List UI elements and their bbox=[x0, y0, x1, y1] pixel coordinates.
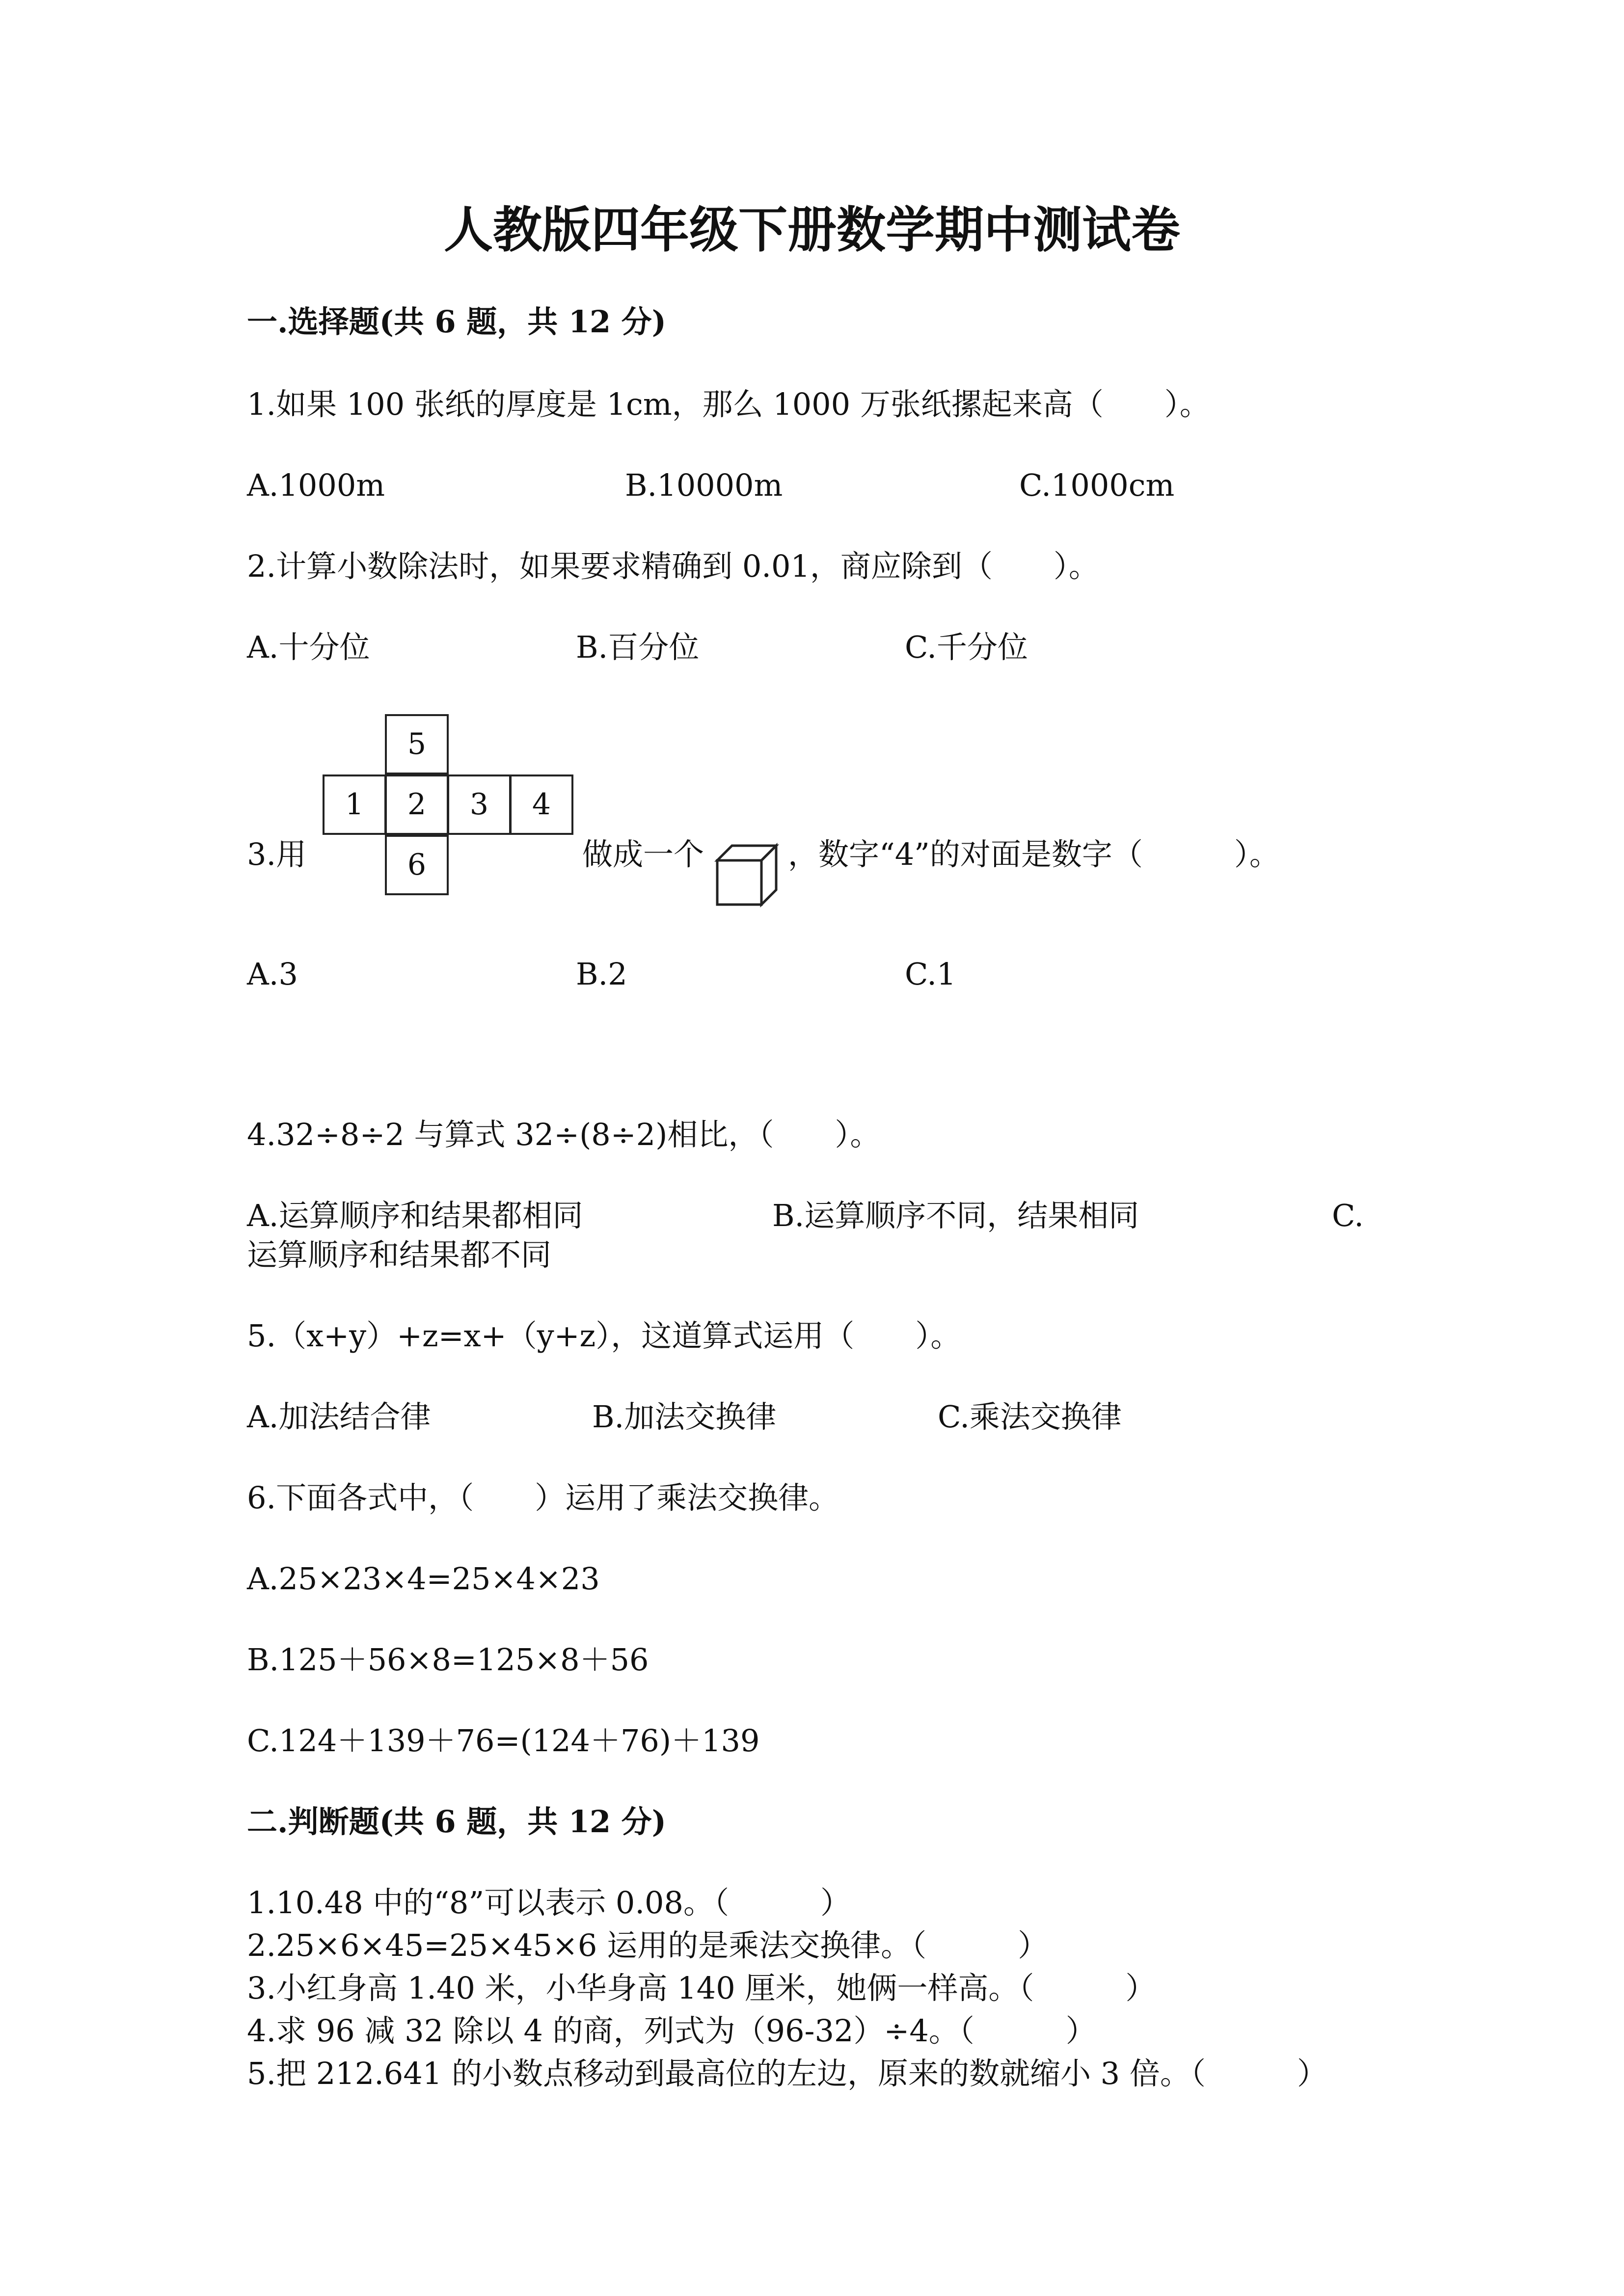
question-3-option-b: B.2 bbox=[576, 956, 627, 992]
net-cell-5: 5 bbox=[385, 714, 449, 774]
question-3-suffix: ，数字“4”的对面是数字（ ）。 bbox=[788, 836, 1280, 872]
question-5-stem: 5.（x+y）+z=x+（y+z），这道算式运用（ ）。 bbox=[247, 1318, 961, 1354]
question-6-stem: 6.下面各式中，（ ）运用了乘法交换律。 bbox=[247, 1480, 839, 1516]
question-1-option-c: C.1000cm bbox=[1019, 467, 1175, 503]
question-3-middle: 做成一个 bbox=[582, 836, 704, 872]
net-cell-1: 1 bbox=[323, 774, 386, 835]
question-5-option-c: C.乘法交换律 bbox=[938, 1399, 1122, 1435]
question-2-stem: 2.计算小数除法时，如果要求精确到 0.01，商应除到（ ）。 bbox=[247, 548, 1099, 584]
question-6-option-b: B.125＋56×8=125×8＋56 bbox=[247, 1642, 649, 1678]
question-6-option-c: C.124＋139＋76=(124＋76)＋139 bbox=[247, 1723, 760, 1759]
section-heading-judgment: 二.判断题(共 6 题，共 12 分) bbox=[247, 1804, 667, 1840]
net-cell-4: 4 bbox=[510, 774, 573, 835]
question-1-option-b: B.10000m bbox=[625, 467, 783, 503]
judgment-item-2: 2.25×6×45=25×45×6 运用的是乘法交换律。（ ） bbox=[247, 1927, 1049, 1963]
question-4-option-b: B.运算顺序不同，结果相同 bbox=[772, 1198, 1139, 1233]
page-title: 人教版四年级下册数学期中测试卷 bbox=[444, 201, 1180, 259]
cube-icon bbox=[714, 842, 783, 910]
section-heading-choice: 一.选择题(共 6 题，共 12 分) bbox=[247, 304, 667, 340]
judgment-item-1: 1.10.48 中的“8”可以表示 0.08。（ ） bbox=[247, 1885, 851, 1921]
question-3-option-a: A.3 bbox=[247, 956, 298, 992]
question-6-option-a: A.25×23×4=25×4×23 bbox=[247, 1561, 600, 1597]
judgment-item-3: 3.小红身高 1.40 米，小华身高 140 厘米，她俩一样高。（ ） bbox=[247, 1970, 1156, 2006]
question-3-option-c: C.1 bbox=[905, 956, 956, 992]
cube-net-figure bbox=[323, 714, 578, 906]
question-4-option-a: A.运算顺序和结果都相同 bbox=[247, 1198, 583, 1233]
question-3-prefix: 3.用 bbox=[247, 836, 307, 872]
judgment-item-4: 4.求 96 减 32 除以 4 的商，列式为（96-32）÷4。（ ） bbox=[247, 2013, 1096, 2049]
question-5-option-b: B.加法交换律 bbox=[592, 1399, 777, 1435]
question-2-option-c: C.千分位 bbox=[905, 629, 1028, 665]
question-4-stem: 4.32÷8÷2 与算式 32÷(8÷2)相比，（ ）。 bbox=[247, 1117, 881, 1152]
question-4-option-c: C. bbox=[1332, 1198, 1364, 1233]
question-2-option-b: B.百分位 bbox=[576, 629, 700, 665]
question-1-option-a: A.1000m bbox=[247, 467, 385, 503]
judgment-item-5: 5.把 212.641 的小数点移动到最高位的左边，原来的数就缩小 3 倍。（ ） bbox=[247, 2056, 1327, 2091]
net-cell-3: 3 bbox=[447, 774, 511, 835]
question-2-option-a: A.十分位 bbox=[247, 629, 370, 665]
net-cell-2: 2 bbox=[385, 774, 449, 835]
question-4-option-c-text: 运算顺序和结果都不同 bbox=[247, 1237, 552, 1273]
net-cell-6: 6 bbox=[385, 835, 449, 895]
question-1-stem: 1.如果 100 张纸的厚度是 1cm，那么 1000 万张纸摞起来高（ ）。 bbox=[247, 386, 1210, 422]
question-5-option-a: A.加法结合律 bbox=[247, 1399, 431, 1435]
